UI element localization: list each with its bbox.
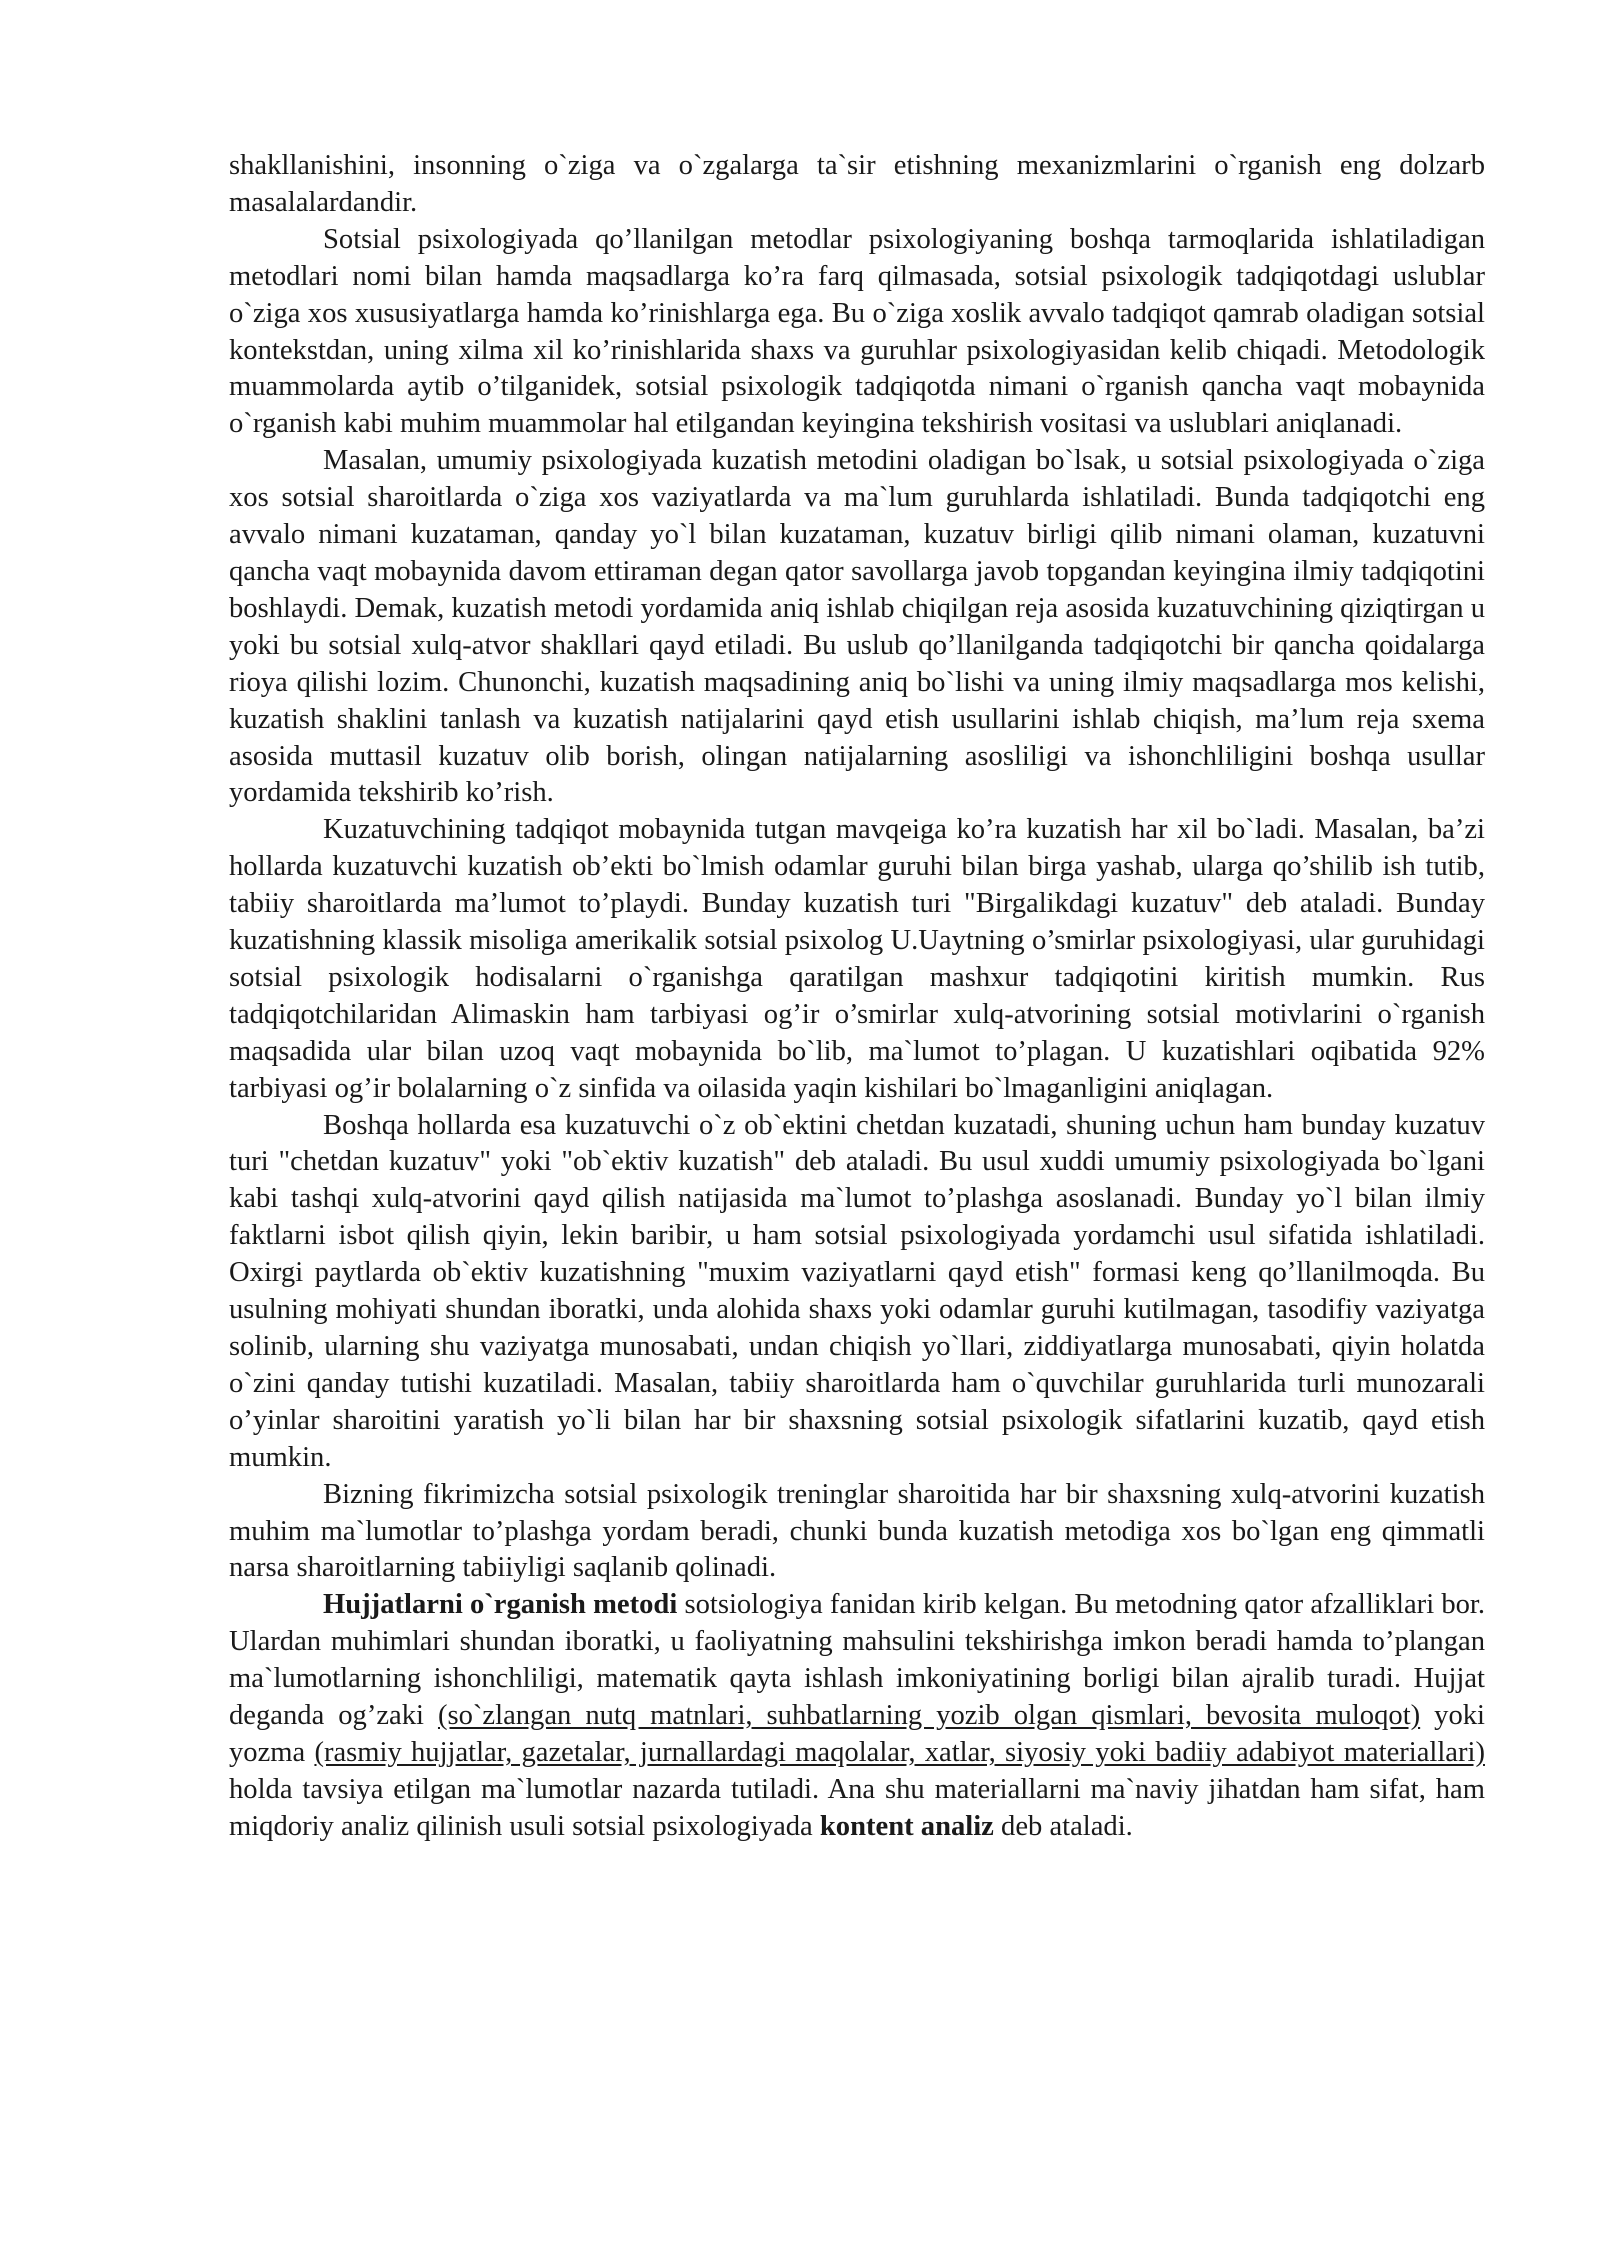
paragraph-text: holda tavsiya etilgan ma`lumotlar nazarda tutiladi. Ana shu materiallarni ma`naviy jihatdan ham sifat, ham miqdoriy analiz qilinish usuli sotsial psixologiyada (229, 1773, 1485, 1842)
paragraph-training-observation: Bizning fikrimizcha sotsial psixologik treninglar sharoitida har bir shaxsning xulq-atvorini kuzatish muhim ma`lumotlar to’plashga yordam beradi, chunki bunda kuzatish metodiga xos bo`lgan eng qimmatli narsa sharoitlarning tabiiyligi saqlanib qolinadi. (229, 1478, 1485, 1584)
paragraph-observation-method: Masalan, umumiy psixologiyada kuzatish metodini oladigan bo`lsak, u sotsial psixologiyada o`ziga xos sotsial sharoitlarda o`ziga xos vaziyatlarda va ma`lum guruhlarda ishlatiladi. Bunda tadqiqotchi eng avvalo nimani kuzataman, qanday yo`l bilan kuzataman, kuzatuv birligi qilib nimani olaman, kuzatuvni qancha vaqt mobaynida davom ettiraman degan qator savollarga javob topgandan keyingina ilmiy tadqiqotini boshlaydi. Demak, kuzatish metodi yordamida aniq ishlab chiqilgan reja asosida kuzatuvchining qiziqtirgan u yoki bu sotsial xulq-atvor shakllari qayd etiladi. Bu uslub qo’llanilganda tadqiqotchi bir qancha qoidalarga rioya qilishi lozim. Chunonchi, kuzatish maqsadining aniq bo`lishi va uning ilmiy maqsadlarga mos kelishi, kuzatish shaklini tanlash va kuzatish natijalarini qayd etish usullarini ishlab chiqish, ma’lum reja sxema asosida muttasil kuzatuv olib borish, olingan natijalarning asosliligi va ishonchliligini boshqa usullar yordamida tekshirib ko’rish. (229, 445, 1485, 809)
paragraph-text: yoki yozma (229, 1700, 1485, 1768)
underlined-written-examples: (rasmiy hujjatlar, gazetalar, jurnallardagi maqolalar, xatlar, siyosiy yoki badiiy adabiyot materiallari) (314, 1736, 1485, 1768)
paragraph-continuation: shakllanishini, insonning o`ziga va o`zgalarga ta`sir etishning mexanizmlarini o`rganish eng dolzarb masalalardandir. (229, 150, 1485, 218)
paragraph-external-observation: Boshqa hollarda esa kuzatuvchi o`z ob`ektini chetdan kuzatadi, shuning uchun ham bunday kuzatuv turi "chetdan kuzatuv" yoki "ob`ektiv kuzatish" deb ataladi. Bu usul xuddi umumiy psixologiyada bo`lgani kabi tashqi xulq-atvorini qayd qilish natijasida ma`lumot to’plashga asoslanadi. Bunday yo`l bilan ilmiy faktlarni isbot qilish qiyin, lekin baribir, u ham sotsial psixologiyada yordamchi usul sifatida ishlatiladi. Oxirgi paytlarda ob`ektiv kuzatishning "muxim vaziyatlarni qayd etish" formasi keng qo’llanilmoqda. Bu usulning mohiyati shundan iboratki, unda alohida shaxs yoki odamlar guruhi kutilmagan, tasodifiy vaziyatga solinib, ularning shu vaziyatga munosabati, undan chiqish yo`llari, ziddiyatlarga munosabati, qiyin holatda o`zini qanday tutishi kuzatiladi. Masalan, tabiiy sharoitlarda ham o`quvchilar guruhlarida turli munozarali o’yinlar sharoitini yaratish yo`li bilan har bir shaxsning sotsial psixologik sifatlarini kuzatib, qayd etish mumkin. (229, 1109, 1485, 1473)
paragraph-text: deb ataladi. (993, 1810, 1133, 1842)
document-page (229, 148, 1485, 1846)
paragraph-participant-observation: Kuzatuvchining tadqiqot mobaynida tutgan mavqeiga ko’ra kuzatish har xil bo`ladi. Masalan, ba’zi hollarda kuzatuvchi kuzatish ob’ekti bo`lmish odamlar guruhi bilan birga yashab, ularga qo’shilib ish tutib, tabiiy sharoitlarda ma’lumot to’playdi. Bunday kuzatish turi "Birgalikdagi kuzatuv" deb ataladi. Bunday kuzatishning klassik misoliga amerikalik sotsial psixolog U.Uaytning o’smirlar psixologiyasi, ular guruhidagi sotsial psixologik hodisalarni o`rganishga qaratilgan mashxur tadqiqotini kiritish mumkin. Rus tadqiqotchilaridan Alimaskin ham tarbiyasi og’ir o’smirlar xulq-atvorining sotsial motivlarini o`rganish maqsadida ular bilan uzoq vaqt mobaynida bo`lib, ma`lumot to’plagan. U kuzatishlari oqibatida 92% tarbiyasi og’ir bolalarning o`z sinfida va oilasida yaqin kishilari bo`lmaganligini aniqlagan. (229, 814, 1485, 1104)
bold-method-title: Hujjatlarni o`rganish metodi (323, 1589, 678, 1621)
bold-content-analysis-term: kontent analiz (819, 1810, 994, 1842)
paragraph-document-study-method (229, 1587, 1485, 1845)
paragraph-text: sotsiologiya fanidan kirib kelgan. Bu metodning qator afzalliklari bor. Ulardan muhimlari shundan iboratki, u faoliyatning mahsulini tekshirishga imkon beradi hamda to’plangan ma`lumotlarning ishonchliligi, matematik qayta ishlash imkoniyatining borligi bilan ajralib turadi. Hujjat deganda og’zaki (229, 1589, 1486, 1732)
paragraph-methods-overview: Sotsial psixologiyada qo’llanilgan metodlar psixologiyaning boshqa tarmoqlarida ishlatiladigan metodlari nomi bilan hamda maqsadlarga ko’ra farq qilmasada, sotsial psixologik tadqiqotdagi uslublar o`ziga xos xususiyatlarga hamda ko’rinishlarga ega. Bu o`ziga xoslik avvalo tadqiqot qamrab oladigan sotsial kontekstdan, uning xilma xil ko’rinishlarida shaxs va guruhlar psixologiyasidan kelib chiqadi. Metodologik muammolarda aytib o’tilganidek, sotsial psixologik tadqiqotda nimani o`rganish qancha vaqt mobaynida o`rganish kabi muhim muammolar hal etilgandan keyingina tekshirish vositasi va uslublari aniqlanadi. (229, 223, 1485, 440)
underlined-oral-examples: (so`zlangan nutq matnlari, suhbatlarning yozib olgan qismlari, bevosita muloqot) (437, 1700, 1421, 1732)
